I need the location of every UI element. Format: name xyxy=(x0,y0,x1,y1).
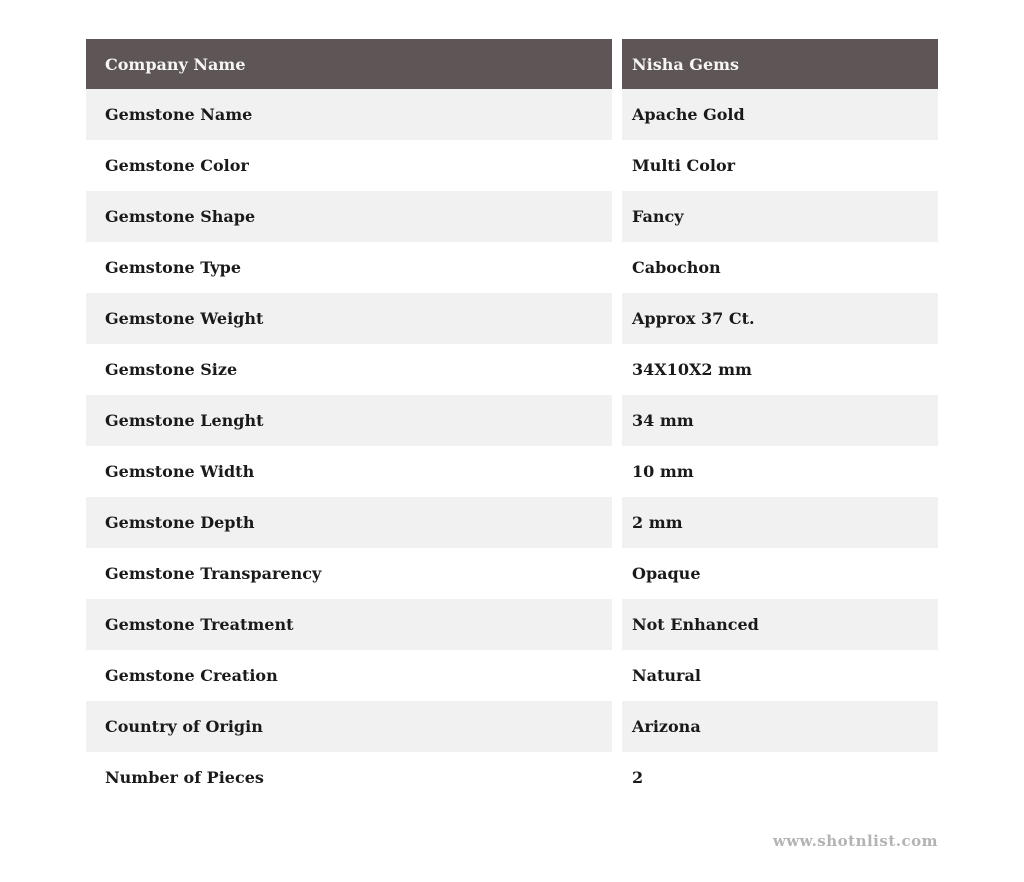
table-row xyxy=(86,701,938,752)
spec-value: 34 mm xyxy=(622,395,938,446)
spec-value: 10 mm xyxy=(622,446,938,497)
header-value-cell: Nisha Gems xyxy=(622,39,938,89)
table-row xyxy=(86,446,938,497)
spec-value: Opaque xyxy=(622,548,938,599)
spec-value: 34X10X2 mm xyxy=(622,344,938,395)
watermark-url: www.shotnlist.com xyxy=(772,832,938,850)
spec-label: Gemstone Type xyxy=(86,242,612,293)
table-row xyxy=(86,497,938,548)
table-row xyxy=(86,752,938,803)
spec-value: Fancy xyxy=(622,191,938,242)
spec-label: Gemstone Treatment xyxy=(86,599,612,650)
table-row xyxy=(86,242,938,293)
table-row xyxy=(86,89,938,140)
spec-label: Gemstone Shape xyxy=(86,191,612,242)
spec-value: 2 xyxy=(622,752,938,803)
table-row xyxy=(86,395,938,446)
table-header-row xyxy=(86,39,938,89)
table-row xyxy=(86,599,938,650)
table-row xyxy=(86,140,938,191)
gemstone-spec-table xyxy=(86,39,938,803)
spec-value: Not Enhanced xyxy=(622,599,938,650)
spec-label: Gemstone Depth xyxy=(86,497,612,548)
spec-label: Gemstone Creation xyxy=(86,650,612,701)
table-row xyxy=(86,191,938,242)
spec-label: Gemstone Color xyxy=(86,140,612,191)
spec-label: Number of Pieces xyxy=(86,752,612,803)
spec-value: Approx 37 Ct. xyxy=(622,293,938,344)
spec-value: Arizona xyxy=(622,701,938,752)
spec-label: Gemstone Lenght xyxy=(86,395,612,446)
spec-label: Gemstone Width xyxy=(86,446,612,497)
spec-value: Natural xyxy=(622,650,938,701)
spec-label: Gemstone Weight xyxy=(86,293,612,344)
spec-label: Country of Origin xyxy=(86,701,612,752)
spec-label: Gemstone Name xyxy=(86,89,612,140)
table-row xyxy=(86,293,938,344)
spec-value: 2 mm xyxy=(622,497,938,548)
header-label-cell: Company Name xyxy=(86,39,612,89)
spec-label: Gemstone Size xyxy=(86,344,612,395)
table-row xyxy=(86,548,938,599)
spec-label: Gemstone Transparency xyxy=(86,548,612,599)
table-row xyxy=(86,344,938,395)
table-row xyxy=(86,650,938,701)
spec-value: Cabochon xyxy=(622,242,938,293)
spec-value: Apache Gold xyxy=(622,89,938,140)
spec-value: Multi Color xyxy=(622,140,938,191)
